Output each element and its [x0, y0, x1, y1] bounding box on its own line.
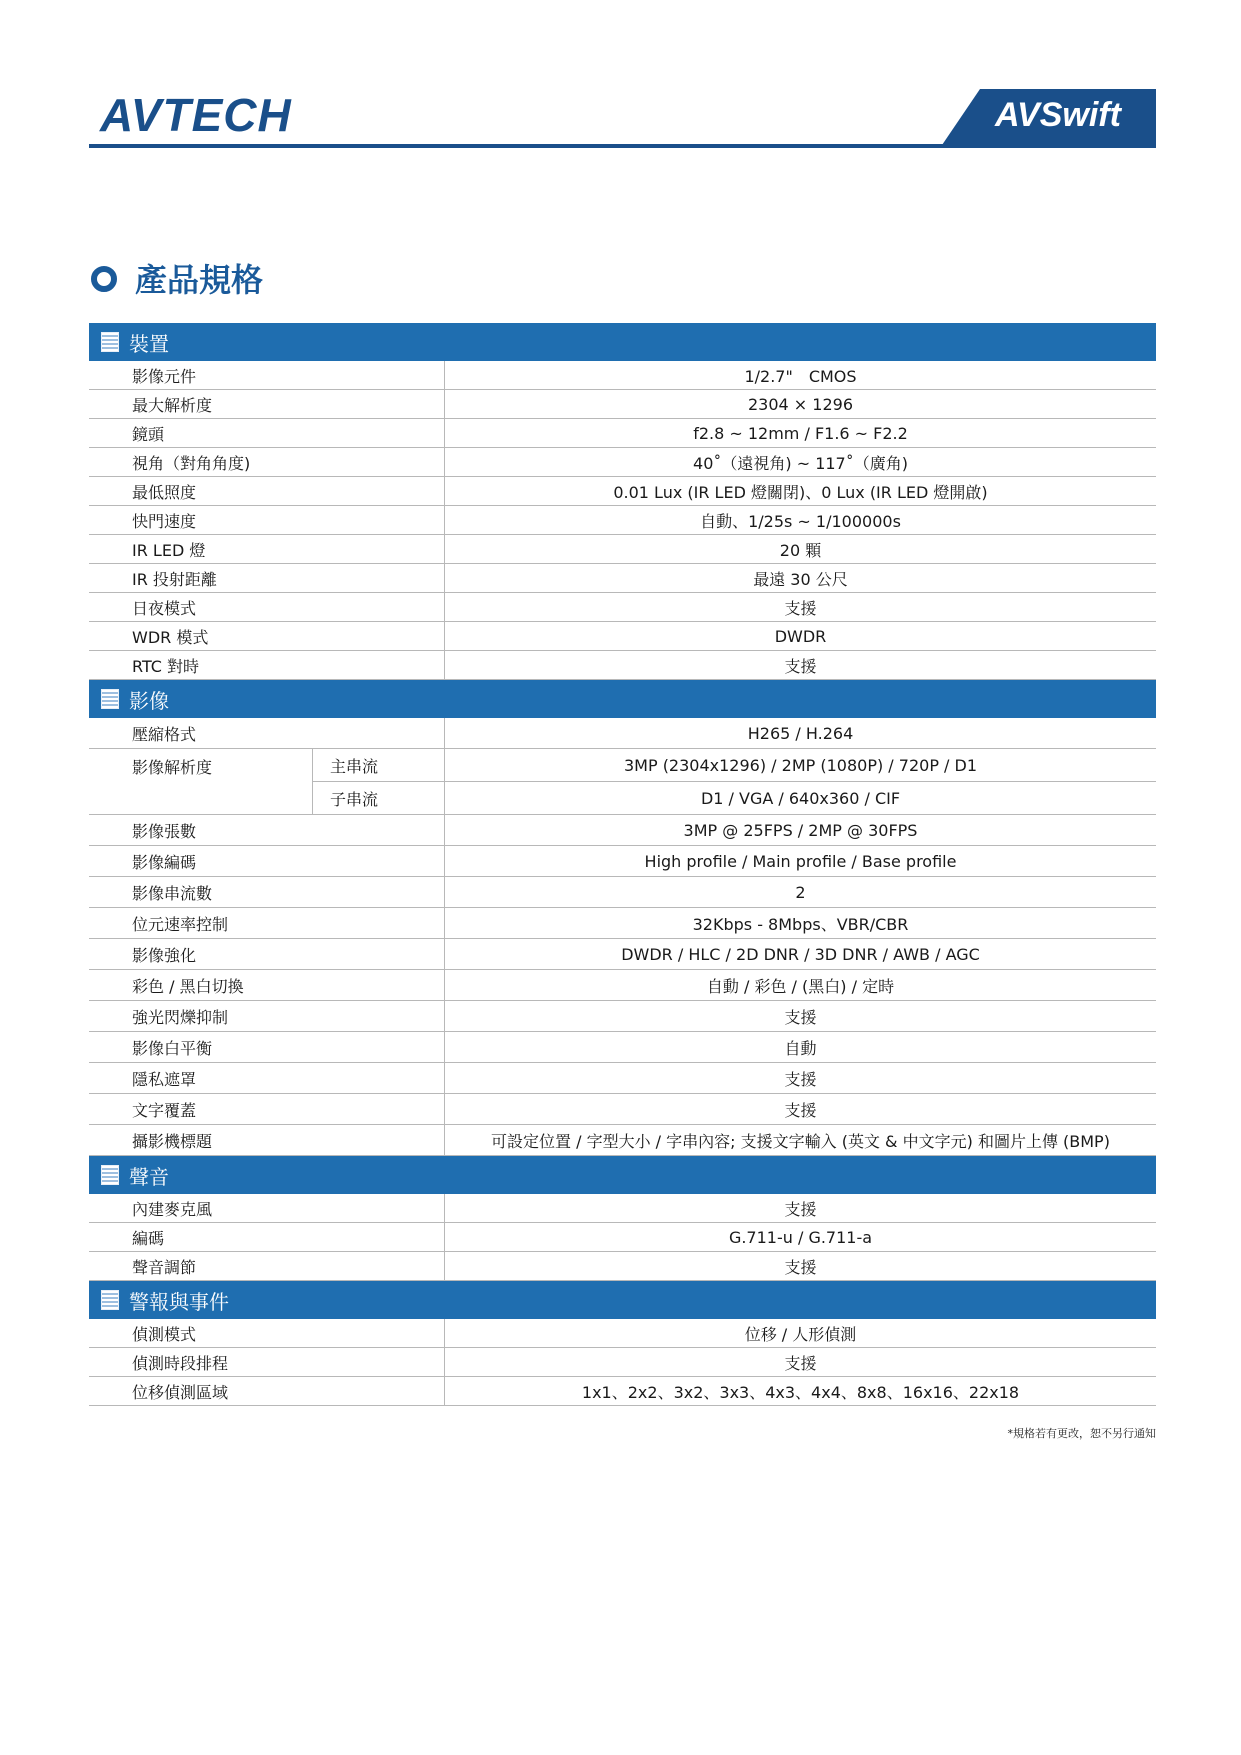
spec-value: 支援: [444, 593, 1156, 621]
spec-label: 影像解析度: [132, 758, 213, 777]
spec-row: [89, 908, 1156, 939]
spec-label: 編碼: [132, 1228, 165, 1248]
spec-value: f2.8 ~ 12mm / F1.6 ~ F2.2: [444, 419, 1156, 447]
spec-label: 影像白平衡: [132, 1038, 213, 1058]
spec-row: [89, 1001, 1156, 1032]
spec-row: [89, 1125, 1156, 1156]
spec-row: [89, 1348, 1156, 1377]
footnote: *規格若有更改，恕不另行通知: [1007, 1427, 1156, 1440]
spec-value: H265 / H.264: [444, 718, 1156, 748]
spec-value: 3MP @ 25FPS / 2MP @ 30FPS: [444, 815, 1156, 845]
spec-label: IR 投射距離: [132, 569, 217, 589]
spec-value: 20 顆: [444, 535, 1156, 563]
bullet-circle-icon: [91, 266, 117, 292]
spec-label: 最低照度: [132, 482, 197, 502]
page-header: [0, 0, 1241, 160]
spec-sublabel-sub: 子串流: [312, 782, 444, 814]
spec-value: 自動: [444, 1032, 1156, 1062]
spec-label: 偵測模式: [132, 1324, 197, 1344]
spec-value-main: 3MP (2304x1296) / 2MP (1080P) / 720P / D1: [445, 749, 1156, 782]
spec-row: [89, 1252, 1156, 1281]
spec-label: 位元速率控制: [132, 914, 229, 934]
spec-label: 影像張數: [132, 821, 197, 841]
spec-row: [89, 877, 1156, 908]
spec-value: G.711-u / G.711-a: [444, 1223, 1156, 1251]
spec-label: 快門速度: [132, 511, 197, 531]
section-header-alarm: [89, 1281, 1156, 1319]
spec-value: DWDR: [444, 622, 1156, 650]
spec-row: [89, 1032, 1156, 1063]
spec-row: [89, 564, 1156, 593]
section-block-icon: [101, 1290, 119, 1310]
spec-row: [89, 419, 1156, 448]
section-block-icon: [101, 689, 119, 709]
spec-row: [89, 390, 1156, 419]
spec-sublabel-main: 主串流: [312, 749, 444, 782]
spec-label: 內建麥克風: [132, 1199, 213, 1219]
spec-value: 最遠 30 公尺: [444, 564, 1156, 592]
spec-value: 支援: [444, 1194, 1156, 1222]
spec-row: [89, 718, 1156, 749]
spec-label: 影像編碼: [132, 852, 197, 872]
section-header-audio: [89, 1156, 1156, 1194]
spec-label: 強光閃爍抑制: [132, 1007, 229, 1027]
spec-value: 32Kbps - 8Mbps、VBR/CBR: [444, 908, 1156, 938]
spec-label: RTC 對時: [132, 656, 200, 676]
spec-row: [89, 622, 1156, 651]
spec-value: 支援: [444, 1348, 1156, 1376]
spec-row: [89, 1319, 1156, 1348]
spec-value: 2: [444, 877, 1156, 907]
spec-value: 支援: [444, 1001, 1156, 1031]
spec-label: 壓縮格式: [132, 724, 197, 744]
spec-value: 1x1、2x2、3x2、3x3、4x3、4x4、8x8、16x16、22x18: [444, 1377, 1156, 1405]
spec-row: [89, 970, 1156, 1001]
header-divider: [89, 144, 1156, 148]
spec-value: 支援: [444, 1094, 1156, 1124]
spec-label: 文字覆蓋: [132, 1100, 197, 1120]
section-block-icon: [101, 332, 119, 352]
spec-row: [89, 1194, 1156, 1223]
spec-label: IR LED 燈: [132, 540, 206, 560]
spec-label: 鏡頭: [132, 424, 165, 444]
spec-value: 支援: [444, 651, 1156, 679]
spec-label: 影像元件: [132, 366, 197, 386]
spec-value: 40˚（遠視角) ~ 117˚（廣角): [444, 448, 1156, 476]
spec-table: [89, 323, 1156, 1406]
spec-value: 位移 / 人形偵測: [444, 1319, 1156, 1347]
spec-row: [89, 651, 1156, 680]
spec-row: [89, 1223, 1156, 1252]
avswift-logo: AVSwift: [995, 96, 1121, 134]
spec-value: 自動 / 彩色 / (黑白) / 定時: [444, 970, 1156, 1000]
spec-label: 位移偵測區域: [132, 1382, 229, 1402]
spec-value: 支援: [444, 1252, 1156, 1280]
section-header-device: [89, 323, 1156, 361]
spec-label: 聲音調節: [132, 1257, 197, 1277]
spec-label: 攝影機標題: [132, 1131, 213, 1151]
spec-row: [89, 593, 1156, 622]
spec-label: 隱私遮罩: [132, 1069, 197, 1089]
spec-label: 偵測時段排程: [132, 1353, 229, 1373]
spec-label: 彩色 / 黑白切換: [132, 976, 244, 996]
spec-row: [89, 477, 1156, 506]
spec-row: [89, 448, 1156, 477]
spec-label: 影像強化: [132, 945, 197, 965]
page-title: 產品規格: [135, 261, 264, 299]
spec-value: 支援: [444, 1063, 1156, 1093]
spec-label: 視角（對角角度): [132, 453, 251, 473]
section-title: 警報與事件: [129, 1289, 229, 1314]
spec-row: [89, 361, 1156, 390]
spec-label: WDR 模式: [132, 627, 209, 647]
spec-row: [89, 506, 1156, 535]
spec-value: 自動、1/25s ~ 1/100000s: [444, 506, 1156, 534]
spec-row: [89, 815, 1156, 846]
section-title: 影像: [129, 688, 169, 713]
spec-row: [89, 535, 1156, 564]
spec-row: [89, 1094, 1156, 1125]
spec-row: [89, 939, 1156, 970]
spec-value: 0.01 Lux (IR LED 燈關閉)、0 Lux (IR LED 燈開啟): [444, 477, 1156, 505]
section-header-video: [89, 680, 1156, 718]
spec-row-resolution: [89, 749, 1156, 815]
section-title: 聲音: [129, 1164, 169, 1189]
spec-label: 影像串流數: [132, 883, 213, 903]
spec-value: DWDR / HLC / 2D DNR / 3D DNR / AWB / AGC: [444, 939, 1156, 969]
spec-value: 可設定位置 / 字型大小 / 字串內容; 支援文字輸入 (英文 & 中文字元) 和圖片上傳 (BMP): [444, 1125, 1156, 1155]
spec-row: [89, 1063, 1156, 1094]
spec-row: [89, 846, 1156, 877]
spec-value-sub: D1 / VGA / 640x360 / CIF: [700, 788, 901, 808]
section-title: 裝置: [129, 331, 169, 356]
section-block-icon: [101, 1165, 119, 1185]
spec-label: 日夜模式: [132, 598, 197, 618]
spec-value: 2304 × 1296: [444, 390, 1156, 418]
spec-value: High profile / Main profile / Base profile: [444, 846, 1156, 876]
spec-row: [89, 1377, 1156, 1406]
spec-label: 最大解析度: [132, 395, 213, 415]
avtech-logo: AVTECH: [100, 89, 292, 141]
spec-value: 1/2.7" CMOS: [444, 361, 1156, 389]
